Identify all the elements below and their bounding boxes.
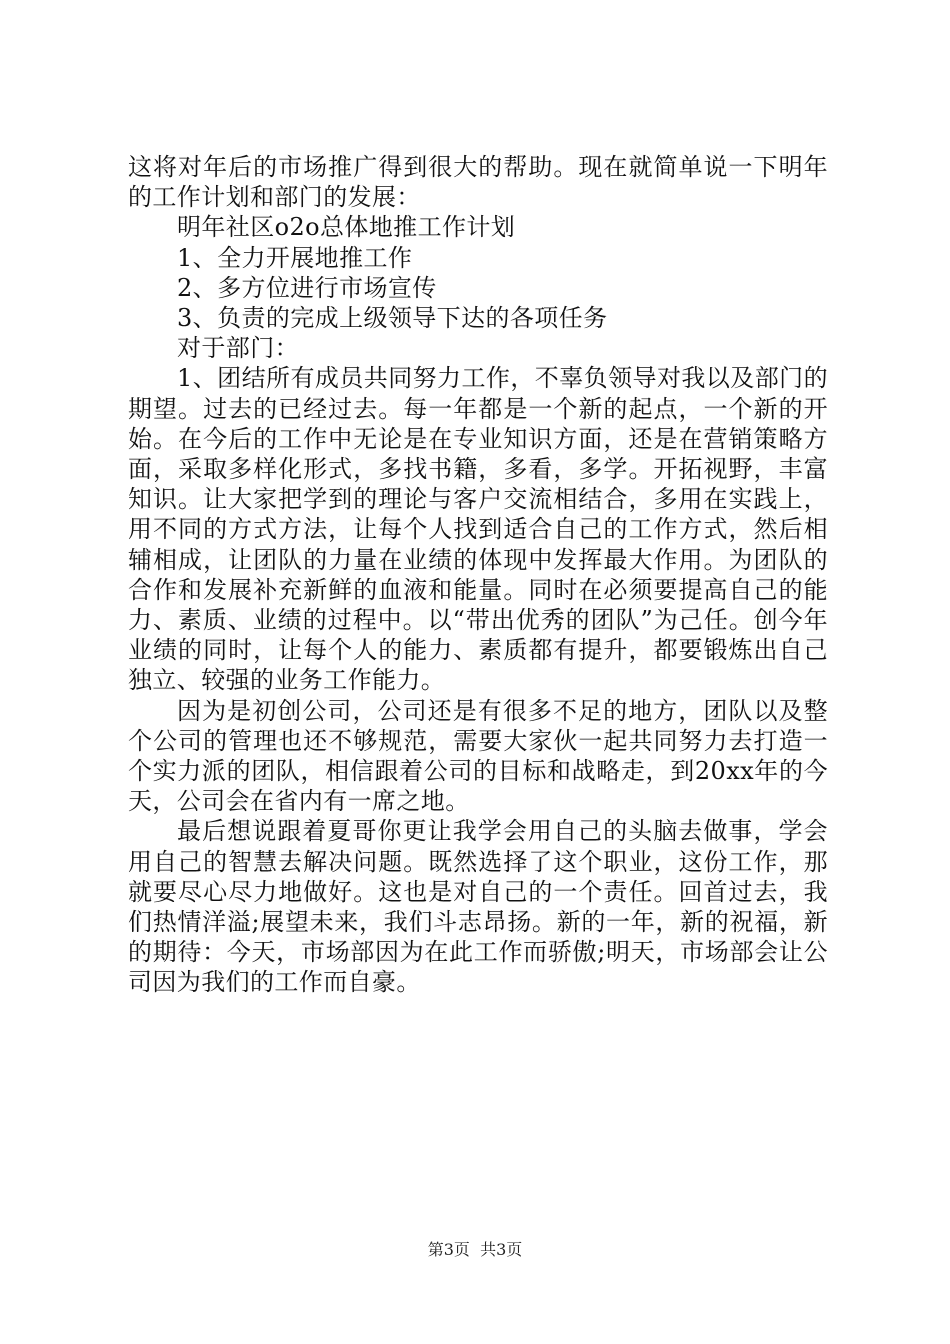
page-footer	[0, 1239, 950, 1261]
paragraph-plan-title: 明年社区o2o总体地推工作计划	[177, 213, 516, 242]
paragraph-department-item-1: 1、团结所有成员共同努力工作，不辜负领导对我以及部门的期望。过去的已经过去。每一年都是一个新的起点，一个新的开始。在今后的工作中无论是在专业知识方面，还是在营销策略方面，采取多样化形式，多找书籍，多看，多学。开拓视野，丰富知识。让大家把学到的理论与客户交流相结合，多用在实践上，用不同的方式方法，让每个人找到适合自己的工作方式，然后相辅相成，让团队的力量在业绩的体现中发挥最大作用。为团队的合作和发展补充新鲜的血液和能量。同时在必须要提高自己的能力、素质、业绩的过程中。以“带出优秀的团队”为己任。创今年业绩的同时，让每个人的能力、素质都有提升，都要锻炼出自己独立、较强的业务工作能力。	[128, 364, 828, 695]
paragraph-plan-item-2: 2、多方位进行市场宣传	[177, 273, 437, 302]
document-body	[128, 152, 828, 998]
paragraph-intro: 这将对年后的市场推广得到很大的帮助。现在就简单说一下明年的工作计划和部门的发展：	[128, 153, 828, 212]
page-number-label: 第3页 共3页	[427, 1240, 523, 1259]
paragraph-startup-company: 因为是初创公司，公司还是有很多不足的地方，团队以及整个公司的管理也还不够规范，需要大家伙一起共同努力去打造一个实力派的团队，相信跟着公司的目标和战略走，到20xx年的今天，公司会在省内有一席之地。	[128, 696, 828, 816]
paragraph-closing: 最后想说跟着夏哥你更让我学会用自己的头脑去做事，学会用自己的智慧去解决问题。既然选择了这个职业，这份工作，那就要尽心尽力地做好。这也是对自己的一个责任。回首过去，我们热情洋溢;展望未来，我们斗志昂扬。新的一年，新的祝福，新的期待：今天，市场部因为在此工作而骄傲;明天，市场部会让公司因为我们的工作而自豪。	[128, 817, 828, 997]
paragraph-plan-item-3: 3、负责的完成上级领导下达的各项任务	[177, 304, 608, 333]
paragraph-department-heading: 对于部门：	[177, 334, 299, 363]
paragraph-plan-item-1: 1、全力开展地推工作	[177, 243, 413, 272]
